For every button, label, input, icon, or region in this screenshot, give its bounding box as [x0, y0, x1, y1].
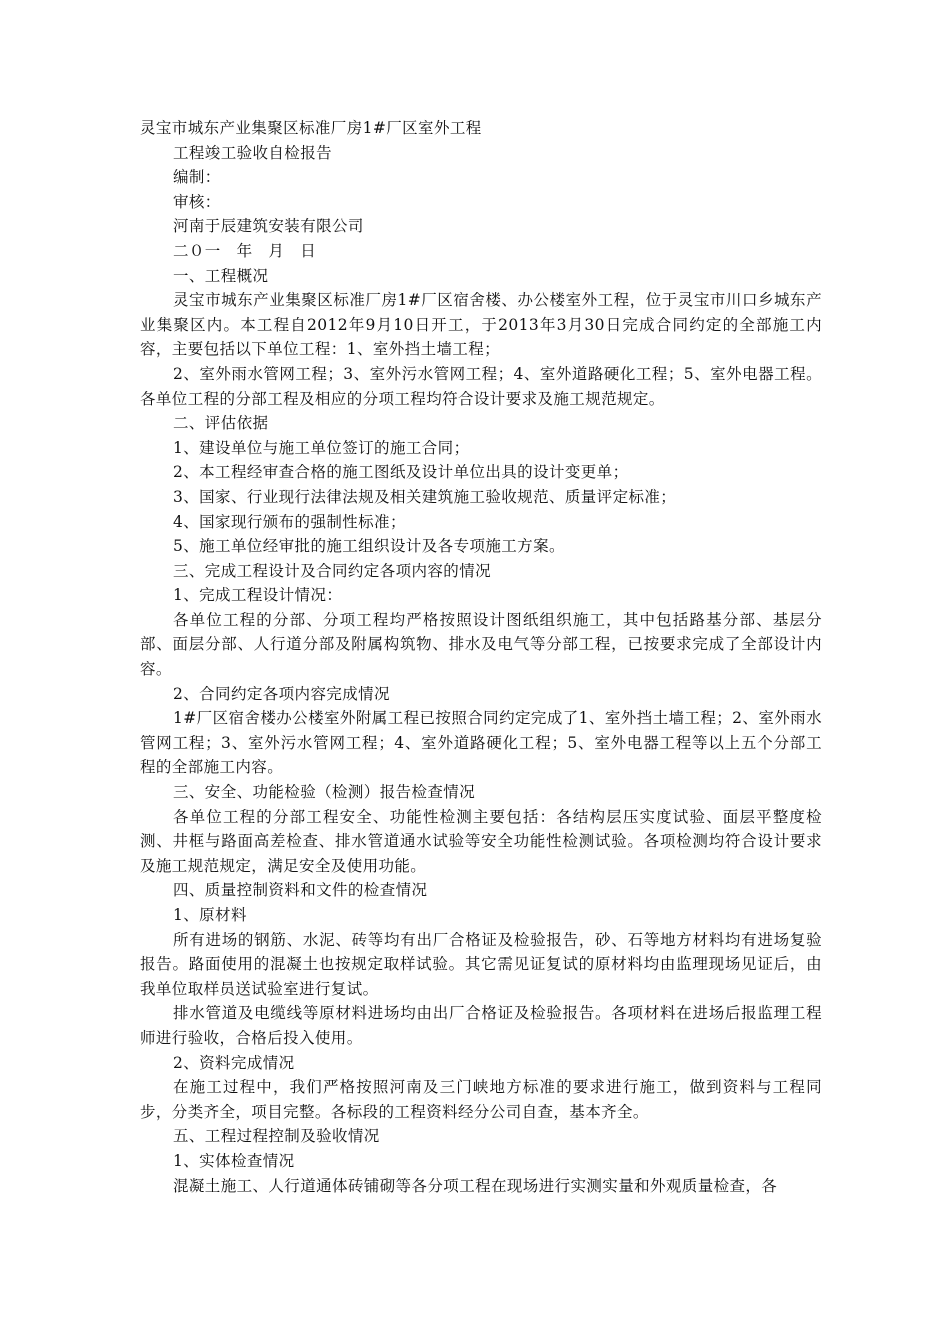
paragraph-overview-units: 2、室外雨水管网工程；3、室外污水管网工程；4、室外道路硬化工程；5、室外电器工程。各单位工程的分部工程及相应的分项工程均符合设计要求及施工规范规定。	[140, 364, 822, 408]
list-item-basis-3: 3、国家、行业现行法律法规及相关建筑施工验收规范、质量评定标准；	[173, 487, 677, 506]
subheading-physical-inspection: 1、实体检查情况	[173, 1151, 295, 1170]
subheading-design-completion: 1、完成工程设计情况：	[173, 586, 343, 605]
paragraph-safety-inspection: 各单位工程的分部工程安全、功能性检测主要包括：各结构层压实度试验、面层平整度检测、井框与路面高差检查、排水管道通水试验等安全功能性检测试验。各项检测均符合设计要求及施工规范规定，满足安全及使用功能。	[140, 807, 822, 875]
section-heading-safety-inspection: 三、安全、功能检验（检测）报告检查情况	[173, 783, 476, 802]
paragraph-physical-inspection: 混凝土施工、人行道通体砖铺砌等各分项工程在现场进行实测实量和外观质量检查，各	[173, 1176, 778, 1195]
subheading-records: 2、资料完成情况	[173, 1053, 295, 1072]
section-heading-completion: 三、完成工程设计及合同约定各项内容的情况	[173, 561, 492, 580]
section-heading-overview: 一、工程概况	[173, 266, 269, 285]
section-heading-process-control: 五、工程过程控制及验收情况	[173, 1127, 380, 1146]
document-body	[140, 116, 822, 1198]
paragraph-design-completion: 各单位工程的分部、分项工程均严格按照设计图纸组织施工，其中包括路基分部、基层分部、面层分部、人行道分部及附属构筑物、排水及电气等分部工程，已按要求完成了全部设计内容。	[140, 610, 822, 679]
paragraph-pipes-cables: 排水管道及电缆线等原材料进场均由出厂合格证及检验报告。各项材料在进场后报监理工程师进行验收，合格后投入使用。	[140, 1004, 822, 1047]
document-subtitle: 工程竣工验收自检报告	[173, 143, 333, 162]
compiled-by-line: 编制：	[173, 168, 221, 187]
list-item-basis-4: 4、国家现行颁布的强制性标准；	[173, 512, 406, 531]
list-item-basis-5: 5、施工单位经审批的施工组织设计及各专项施工方案。	[173, 537, 565, 556]
subheading-raw-materials: 1、原材料	[173, 906, 247, 924]
date-line: 二０一 年 月 日	[173, 241, 317, 260]
paragraph-raw-materials: 所有进场的钢筋、水泥、砖等均有出厂合格证及检验报告，砂、石等地方材料均有进场复验报告。路面使用的混凝土也按规定取样试验。其它需见证复试的原材料均由监理现场见证后，由我单位取样员送试验室进行复试。	[140, 930, 822, 998]
section-heading-basis: 二、评估依据	[173, 414, 269, 433]
paragraph-contract-completion: 1#厂区宿舍楼办公楼室外附属工程已按照合同约定完成了1、室外挡土墙工程；2、室外雨水管网工程；3、室外污水管网工程；4、室外道路硬化工程；5、室外电器工程等以上五个分部工程的全部施工内容。	[140, 709, 822, 777]
paragraph-overview: 灵宝市城东产业集聚区标准厂房1#厂区宿舍楼、办公楼室外工程，位于灵宝市川口乡城东产业集聚区内。本工程自2012年9月10日开工，于2013年3月30日完成合同约定的全部施工内容，主要包括以下单位工程：1、室外挡土墙工程；	[140, 291, 822, 359]
subheading-contract-completion: 2、合同约定各项内容完成情况	[173, 684, 390, 703]
list-item-basis-2: 2、本工程经审查合格的施工图纸及设计单位出具的设计变更单；	[173, 463, 629, 482]
paragraph-records: 在施工过程中，我们严格按照河南及三门峡地方标准的要求进行施工，做到资料与工程同步，分类齐全，项目完整。各标段的工程资料经分公司自查，基本齐全。	[140, 1078, 822, 1121]
section-heading-quality-control: 四、质量控制资料和文件的检查情况	[173, 881, 428, 900]
company-name: 河南于辰建筑安装有限公司	[173, 217, 364, 236]
document-title: 灵宝市城东产业集聚区标准厂房1#厂区室外工程	[140, 119, 482, 137]
list-item-basis-1: 1、建设单位与施工单位签订的施工合同；	[173, 438, 470, 457]
reviewed-by-line: 审核：	[173, 192, 221, 211]
